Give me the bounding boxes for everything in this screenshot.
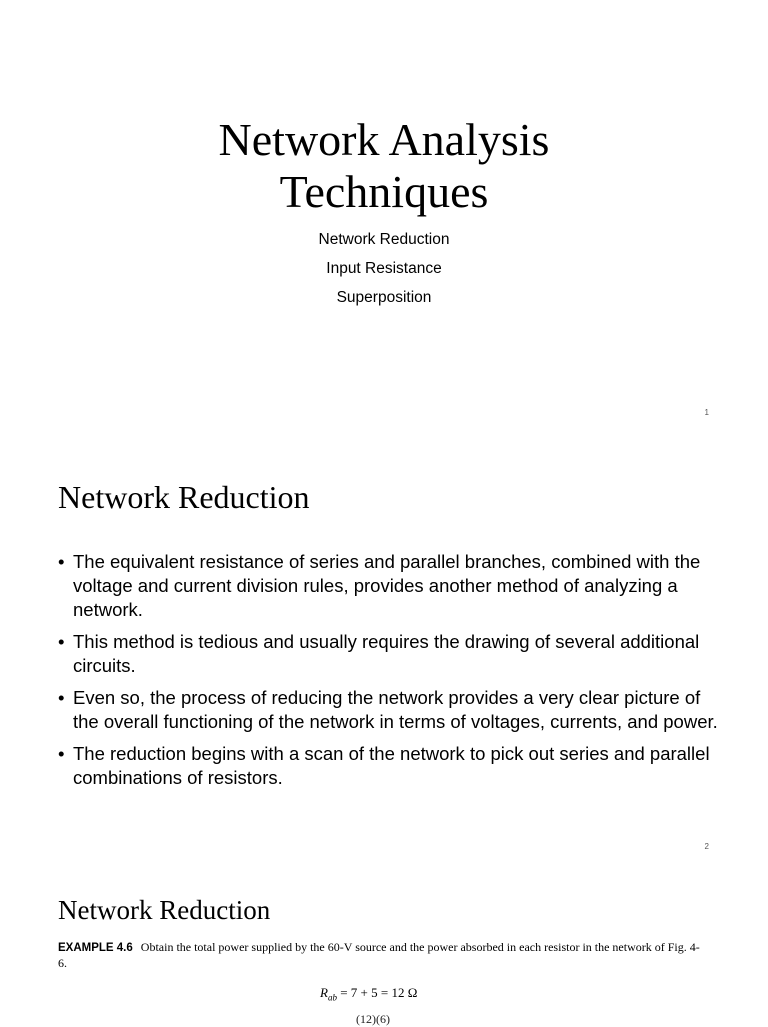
bullet-item: [58, 550, 718, 622]
slide-2: [0, 434, 768, 868]
bullet-item: [58, 686, 718, 734]
bullet-icon: •: [58, 631, 65, 652]
slide-3: [0, 868, 768, 1024]
bullet-text: The reduction begins with a scan of the network to pick out series and parallel combinations of resistors.: [73, 743, 710, 788]
bullet-icon: •: [58, 743, 65, 764]
title-line-1: Network Analysis: [218, 114, 550, 165]
equation-subscript: ab: [327, 992, 337, 1003]
bullet-list: [58, 550, 718, 798]
equation-rab: [320, 985, 417, 1003]
example-label: EXAMPLE 4.6: [58, 942, 133, 954]
bullet-text: The equivalent resistance of series and parallel branches, combined with the voltage and current division rules, provides another method of analyzing a network.: [73, 551, 701, 620]
slide-1-title: [0, 114, 768, 218]
equation-partial: (12)(6): [356, 1012, 390, 1026]
slide-3-title: Network Reduction: [58, 895, 271, 925]
subtitle-superposition: Superposition: [336, 289, 432, 306]
equation-symbol: R: [320, 985, 328, 1000]
subtitle-network-reduction: Network Reduction: [318, 231, 450, 248]
bullet-icon: •: [58, 687, 65, 708]
equation-rhs: = 7 + 5 = 12 Ω: [336, 985, 418, 1000]
bullet-icon: •: [58, 551, 65, 572]
bullet-item: [58, 742, 718, 790]
slide-1-subtitles: [0, 229, 768, 316]
subtitle-input-resistance: Input Resistance: [326, 260, 442, 277]
page-number: 2: [704, 842, 709, 851]
slide-1: [0, 0, 768, 434]
example-text: Obtain the total power supplied by the 60-V source and the power absorbed in each resistor in the network of Fig. 4-6.: [58, 940, 700, 970]
page-number: 1: [704, 408, 709, 417]
example-paragraph: [58, 940, 708, 971]
slide-2-title: Network Reduction: [58, 479, 310, 515]
bullet-text: Even so, the process of reducing the network provides a very clear picture of the overall functioning of the network in terms of voltages, currents, and power.: [73, 687, 718, 732]
title-line-2: Techniques: [279, 166, 489, 217]
bullet-item: [58, 630, 718, 678]
bullet-text: This method is tedious and usually requires the drawing of several additional circuits.: [73, 631, 700, 676]
